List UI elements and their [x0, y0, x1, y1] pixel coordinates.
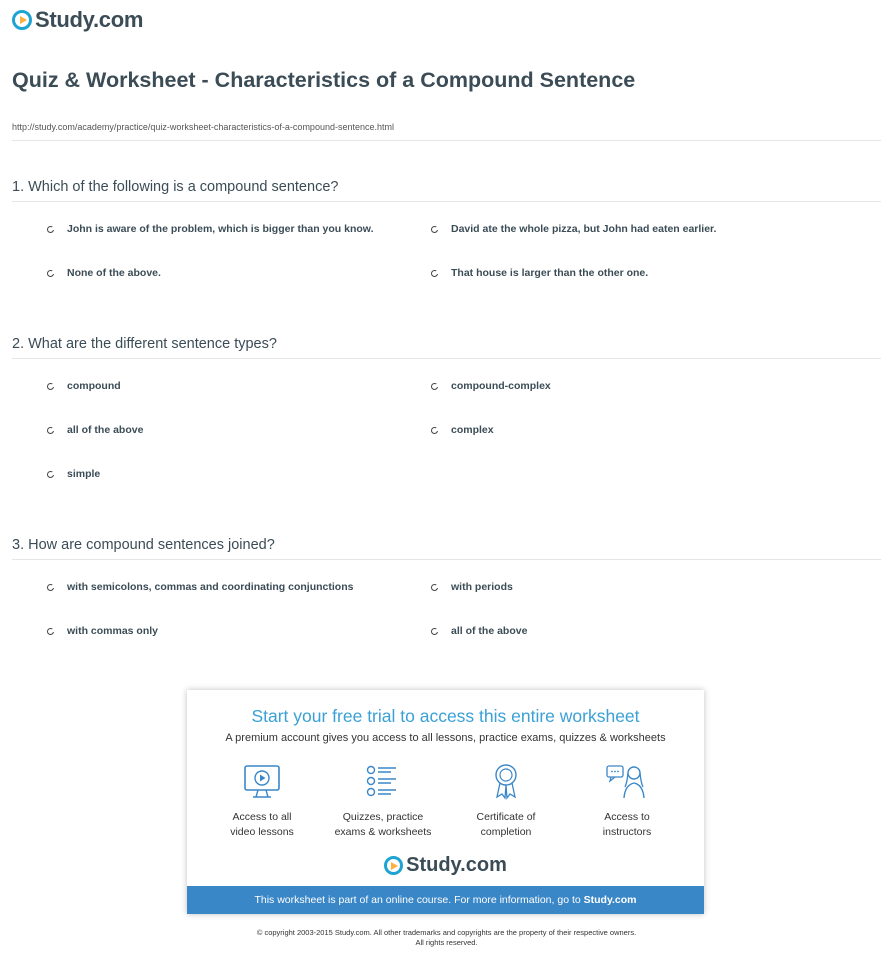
study-logo-text: Study.com [406, 854, 507, 876]
question-1 [12, 179, 881, 279]
study-logo-text: Study.com [35, 7, 144, 32]
free-trial-promo[interactable] [187, 690, 704, 914]
answer-option[interactable] [431, 424, 494, 436]
answer-label: John is aware of the problem, which is bigger than you know. [67, 223, 374, 235]
study-logo-icon [384, 856, 403, 875]
radio-button-icon[interactable] [47, 226, 54, 233]
radio-button-icon[interactable] [47, 427, 54, 434]
quiz-list-icon [363, 763, 403, 801]
copyright-line: © copyright 2003-2015 Study.com. All other trademarks and copyrights are the property of their respective owners. [256, 928, 637, 937]
radio-button-icon[interactable] [47, 270, 54, 277]
answer-label: None of the above. [67, 267, 161, 279]
instructor-icon [605, 763, 649, 801]
question-text: 2. What are the different sentence types? [12, 336, 881, 359]
answer-option[interactable] [431, 267, 648, 279]
answer-option[interactable] [431, 625, 527, 637]
answer-label: all of the above [67, 424, 144, 436]
divider [12, 140, 881, 141]
radio-button-icon[interactable] [431, 628, 438, 635]
promo-title[interactable]: Start your free trial to access this entire worksheet [251, 706, 640, 726]
answer-label: with semicolons, commas and coordinating conjunctions [67, 581, 354, 593]
feature-line: Access to [604, 811, 650, 823]
promo-subtitle: A premium account gives you access to all lessons, practice exams, quizzes & worksheets [225, 732, 666, 744]
study-logo[interactable] [12, 7, 143, 33]
question-text: 3. How are compound sentences joined? [12, 537, 881, 560]
feature-certificate [451, 763, 561, 840]
answer-option[interactable] [47, 223, 373, 235]
copyright-footer [0, 928, 893, 948]
promo-info-bar[interactable] [187, 886, 704, 914]
certificate-icon [486, 763, 526, 801]
study-logo-icon [12, 10, 32, 30]
promo-bar-text: This worksheet is part of an online course. For more information, go to [254, 894, 584, 906]
answer-label: complex [451, 424, 494, 436]
answer-option[interactable] [431, 223, 716, 235]
answer-option[interactable] [47, 267, 161, 279]
radio-button-icon[interactable] [431, 584, 438, 591]
feature-quizzes [328, 763, 438, 840]
answer-option[interactable] [431, 581, 513, 593]
feature-line: Certificate of [476, 811, 536, 823]
answer-label: with periods [451, 581, 513, 593]
answer-label: simple [67, 468, 101, 480]
radio-button-icon[interactable] [47, 584, 54, 591]
feature-line: Quizzes, practice [342, 811, 424, 823]
radio-button-icon[interactable] [47, 628, 54, 635]
feature-line: exams & worksheets [334, 826, 432, 838]
question-3 [12, 537, 881, 637]
feature-video-lessons [207, 763, 317, 840]
radio-button-icon[interactable] [47, 383, 54, 390]
answer-option[interactable] [431, 380, 551, 392]
feature-line: completion [480, 826, 532, 838]
feature-line: instructors [602, 826, 652, 838]
answer-label: compound-complex [451, 380, 551, 392]
answer-label: all of the above [451, 625, 528, 637]
answer-label: David ate the whole pizza, but John had eaten earlier. [451, 223, 717, 235]
answer-label: That house is larger than the other one. [451, 267, 649, 279]
answer-option[interactable] [47, 380, 121, 392]
answer-option[interactable] [47, 424, 143, 436]
radio-button-icon[interactable] [431, 383, 438, 390]
promo-study-logo[interactable] [187, 854, 704, 877]
answer-label: with commas only [67, 625, 159, 637]
answer-label: compound [67, 380, 121, 392]
answer-option[interactable] [47, 625, 158, 637]
study-link[interactable]: Study.com [583, 894, 637, 906]
answer-option[interactable] [47, 581, 353, 593]
answer-option[interactable] [47, 468, 100, 480]
radio-button-icon[interactable] [431, 226, 438, 233]
feature-instructors [572, 763, 682, 840]
page-url: http://study.com/academy/practice/quiz-worksheet-characteristics-of-a-compound-sentence.html [12, 122, 394, 132]
radio-button-icon[interactable] [47, 471, 54, 478]
question-2 [12, 336, 881, 480]
copyright-line: All rights reserved. [415, 938, 478, 947]
feature-line: video lessons [230, 826, 294, 838]
radio-button-icon[interactable] [431, 427, 438, 434]
video-lesson-icon [242, 763, 282, 801]
question-text: 1. Which of the following is a compound sentence? [12, 179, 881, 202]
page-title: Quiz & Worksheet - Characteristics of a Compound Sentence [12, 68, 636, 92]
feature-line: Access to all [232, 811, 292, 823]
radio-button-icon[interactable] [431, 270, 438, 277]
